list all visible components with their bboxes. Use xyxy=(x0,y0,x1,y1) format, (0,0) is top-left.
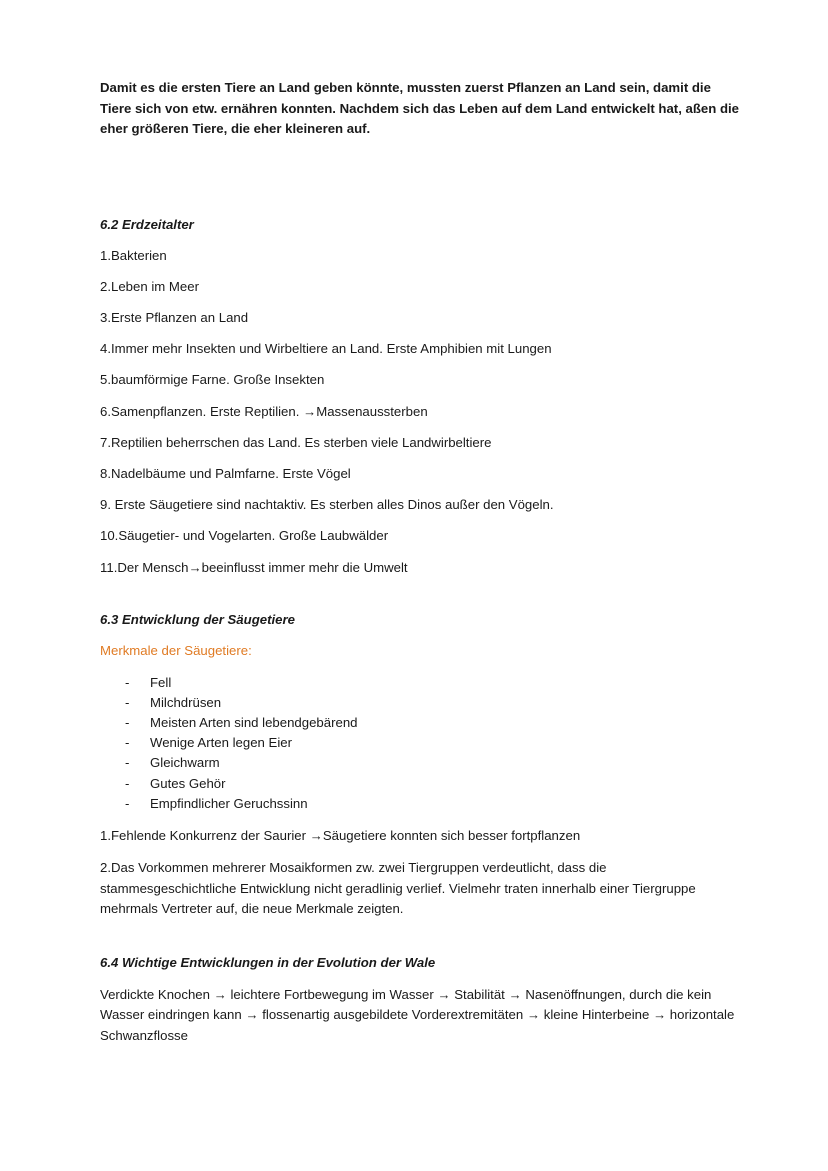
intro-paragraph: Damit es die ersten Tiere an Land geben könnte, mussten zuerst Pflanzen an Land sein, damit die Tiere sich von etw. ernähren konnten. Nachdem sich das Leben auf dem Land entwickelt hat, aßen die eher größeren Tiere, die eher kleineren auf. xyxy=(100,80,740,136)
feature-item xyxy=(100,673,740,693)
feature-item xyxy=(100,794,740,814)
section-heading-erdzeitalter: 6.2 Erdzeitalter xyxy=(100,216,194,232)
feature-item xyxy=(100,713,740,733)
bullet-dash: - xyxy=(125,714,130,730)
bullet-dash: - xyxy=(125,755,130,771)
feature-item xyxy=(100,733,740,753)
era-item: 1.Bakterien xyxy=(100,247,167,263)
feature-item xyxy=(100,774,740,794)
feature-text: Milchdrüsen xyxy=(150,694,222,710)
era-item: 11.Der Mensch→beeinflusst immer mehr die Umwelt xyxy=(100,559,408,575)
era-item: 2.Leben im Meer xyxy=(100,278,199,294)
feature-list xyxy=(100,673,740,814)
era-item: 9. Erste Säugetiere sind nachtaktiv. Es sterben alles Dinos außer den Vögeln. xyxy=(100,497,554,513)
paragraph-konkurrenz: 1.Fehlende Konkurrenz der Saurier →Säugetiere konnten sich besser fortpflanzen xyxy=(100,827,581,843)
feature-text: Empfindlicher Geruchssinn xyxy=(150,795,308,811)
era-item: 5.baumförmige Farne. Große Insekten xyxy=(100,372,325,388)
era-item: 10.Säugetier- und Vogelarten. Große Laubwälder xyxy=(100,528,389,544)
feature-text: Meisten Arten sind lebendgebärend xyxy=(150,714,358,730)
feature-item xyxy=(100,753,740,773)
bullet-dash: - xyxy=(125,795,130,811)
section-heading-saeugetiere: 6.3 Entwicklung der Säugetiere xyxy=(100,611,295,627)
feature-text: Gleichwarm xyxy=(150,755,220,771)
bullet-dash: - xyxy=(125,775,130,791)
feature-text: Gutes Gehör xyxy=(150,775,226,791)
era-item: 4.Immer mehr Insekten und Wirbeltiere an Land. Erste Amphibien mit Lungen xyxy=(100,341,552,357)
bullet-dash: - xyxy=(125,735,130,751)
paragraph-mosaikformen: 2.Das Vorkommen mehrerer Mosaikformen zw. zwei Tiergruppen verdeutlicht, dass die stammesgeschichtliche Entwicklung nicht geradlinig verlief. Vielmehr traten innerhalb einer Tiergruppe mehrmals Vertreter auf, die neue Merkmale zeigten. xyxy=(100,860,696,917)
era-list xyxy=(100,247,740,577)
feature-text: Wenige Arten legen Eier xyxy=(150,735,292,751)
era-item: 3.Erste Pflanzen an Land xyxy=(100,310,249,326)
document-page xyxy=(100,78,740,1046)
bullet-dash: - xyxy=(125,674,130,690)
era-item: 7.Reptilien beherrschen das Land. Es sterben viele Landwirbeltiere xyxy=(100,434,492,450)
section-heading-wale: 6.4 Wichtige Entwicklungen in der Evolution der Wale xyxy=(100,954,436,970)
feature-item xyxy=(100,693,740,713)
era-item: 8.Nadelbäume und Palmfarne. Erste Vögel xyxy=(100,466,351,481)
era-item: 6.Samenpflanzen. Erste Reptilien. →Massenaussterben xyxy=(100,403,428,419)
paragraph-wale: Verdickte Knochen → leichtere Fortbewegung im Wasser → Stabilität → Nasenöffnungen, durch die kein Wasser eindringen kann → flossenartig ausgebildete Vorderextremitäten → kleine Hinterbeine → horizontale Schwanzflosse xyxy=(100,986,735,1043)
bullet-dash: - xyxy=(125,694,130,710)
subheading-merkmale: Merkmale der Säugetiere: xyxy=(100,642,252,658)
feature-text: Fell xyxy=(150,674,172,690)
